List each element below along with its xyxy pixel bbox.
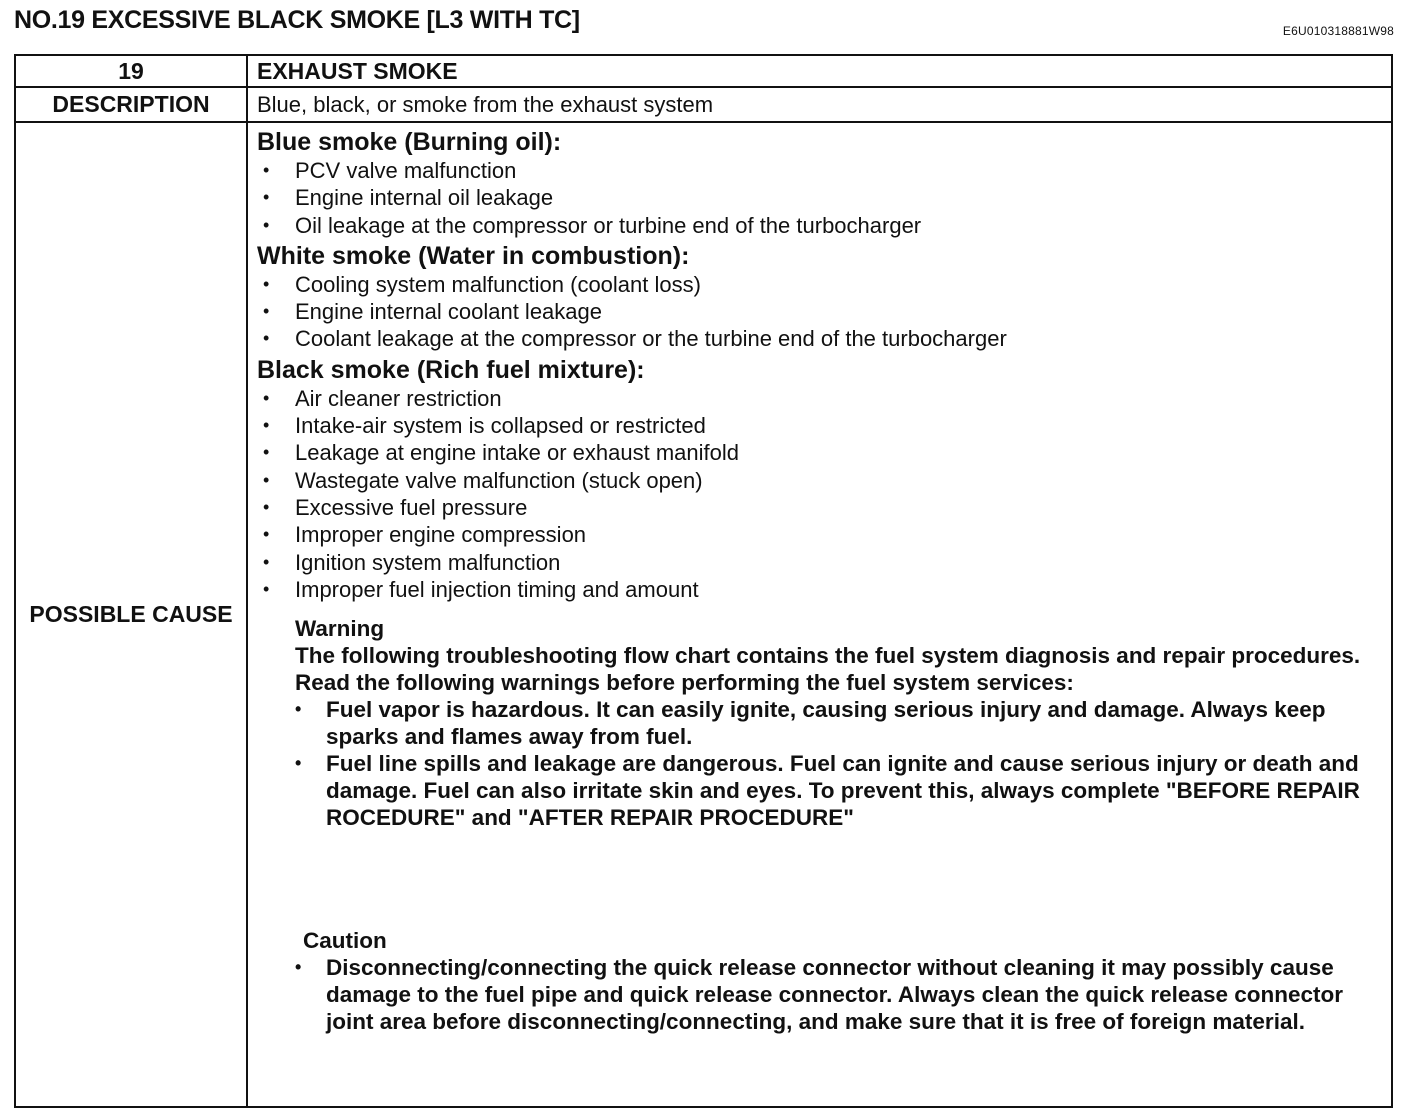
possible-cause-label: POSSIBLE CAUSE: [15, 122, 247, 1107]
symptom-number: 19: [15, 55, 247, 87]
cause-item: • Coolant leakage at the compressor or the turbine end of the turbocharger: [257, 325, 1381, 352]
cause-item: • Ignition system malfunction: [257, 549, 1381, 576]
symptom-title: EXHAUST SMOKE: [247, 55, 1392, 87]
cause-item: • Intake-air system is collapsed or restricted: [257, 412, 1381, 439]
caution-title: Caution: [303, 928, 387, 954]
symptom-row: [15, 55, 1392, 87]
caution-block: [295, 927, 1381, 1035]
cause-item: • Improper fuel injection timing and amount: [257, 576, 1381, 603]
cause-item: • Improper engine compression: [257, 521, 1381, 548]
description-text: Blue, black, or smoke from the exhaust system: [247, 87, 1392, 122]
cause-list: [257, 271, 1381, 353]
caution-list: [295, 954, 1381, 1035]
warning-item: • Fuel vapor is hazardous. It can easily ignite, causing serious injury and damage. Always keep sparks and flames away from fuel.: [295, 696, 1381, 750]
troubleshooting-table: [14, 54, 1393, 1108]
description-row: [15, 87, 1392, 122]
cause-group-heading: White smoke (Water in combustion):: [257, 241, 690, 270]
cause-item: • Leakage at engine intake or exhaust manifold: [257, 439, 1381, 466]
cause-item: • Air cleaner restriction: [257, 385, 1381, 412]
cause-item: • PCV valve malfunction: [257, 157, 1381, 184]
document-code: E6U010318881W98: [1282, 24, 1394, 38]
cause-item: • Engine internal coolant leakage: [257, 298, 1381, 325]
cause-group-heading: Blue smoke (Burning oil):: [257, 128, 562, 156]
page-title: NO.19 EXCESSIVE BLACK SMOKE [L3 WITH TC]: [14, 6, 580, 34]
cause-item: • Wastegate valve malfunction (stuck open): [257, 467, 1381, 494]
warning-title: Warning: [295, 616, 385, 642]
cause-list: [257, 157, 1381, 239]
caution-item: • Disconnecting/connecting the quick release connector without cleaning it may possibly cause damage to the fuel pipe and quick release connector. Always clean the quick release connector joint area before disconnecting/connecting, and make sure that it is free of foreign material.: [295, 954, 1381, 1035]
possible-cause-content: [247, 122, 1392, 1107]
cause-group-heading: Black smoke (Rich fuel mixture):: [257, 355, 645, 384]
cause-item: • Oil leakage at the compressor or turbine end of the turbocharger: [257, 212, 1381, 239]
warning-list: [295, 696, 1381, 831]
cause-item: • Cooling system malfunction (coolant loss): [257, 271, 1381, 298]
warning-block: [295, 615, 1381, 831]
warning-intro: The following troubleshooting flow chart contains the fuel system diagnosis and repair procedures. Read the following warnings before performing the fuel system services:: [295, 643, 1361, 696]
possible-cause-row: [15, 122, 1392, 1107]
cause-item: • Engine internal oil leakage: [257, 184, 1381, 211]
description-label: DESCRIPTION: [15, 87, 247, 122]
cause-item: • Excessive fuel pressure: [257, 494, 1381, 521]
warning-item: • Fuel line spills and leakage are dangerous. Fuel can ignite and cause serious injury or death and damage. Fuel can also irritate skin and eyes. To prevent this, always complete "BEFORE REPAIR ROCEDURE" and "AFTER REPAIR PROCEDURE": [295, 750, 1381, 831]
cause-list: [257, 385, 1381, 603]
